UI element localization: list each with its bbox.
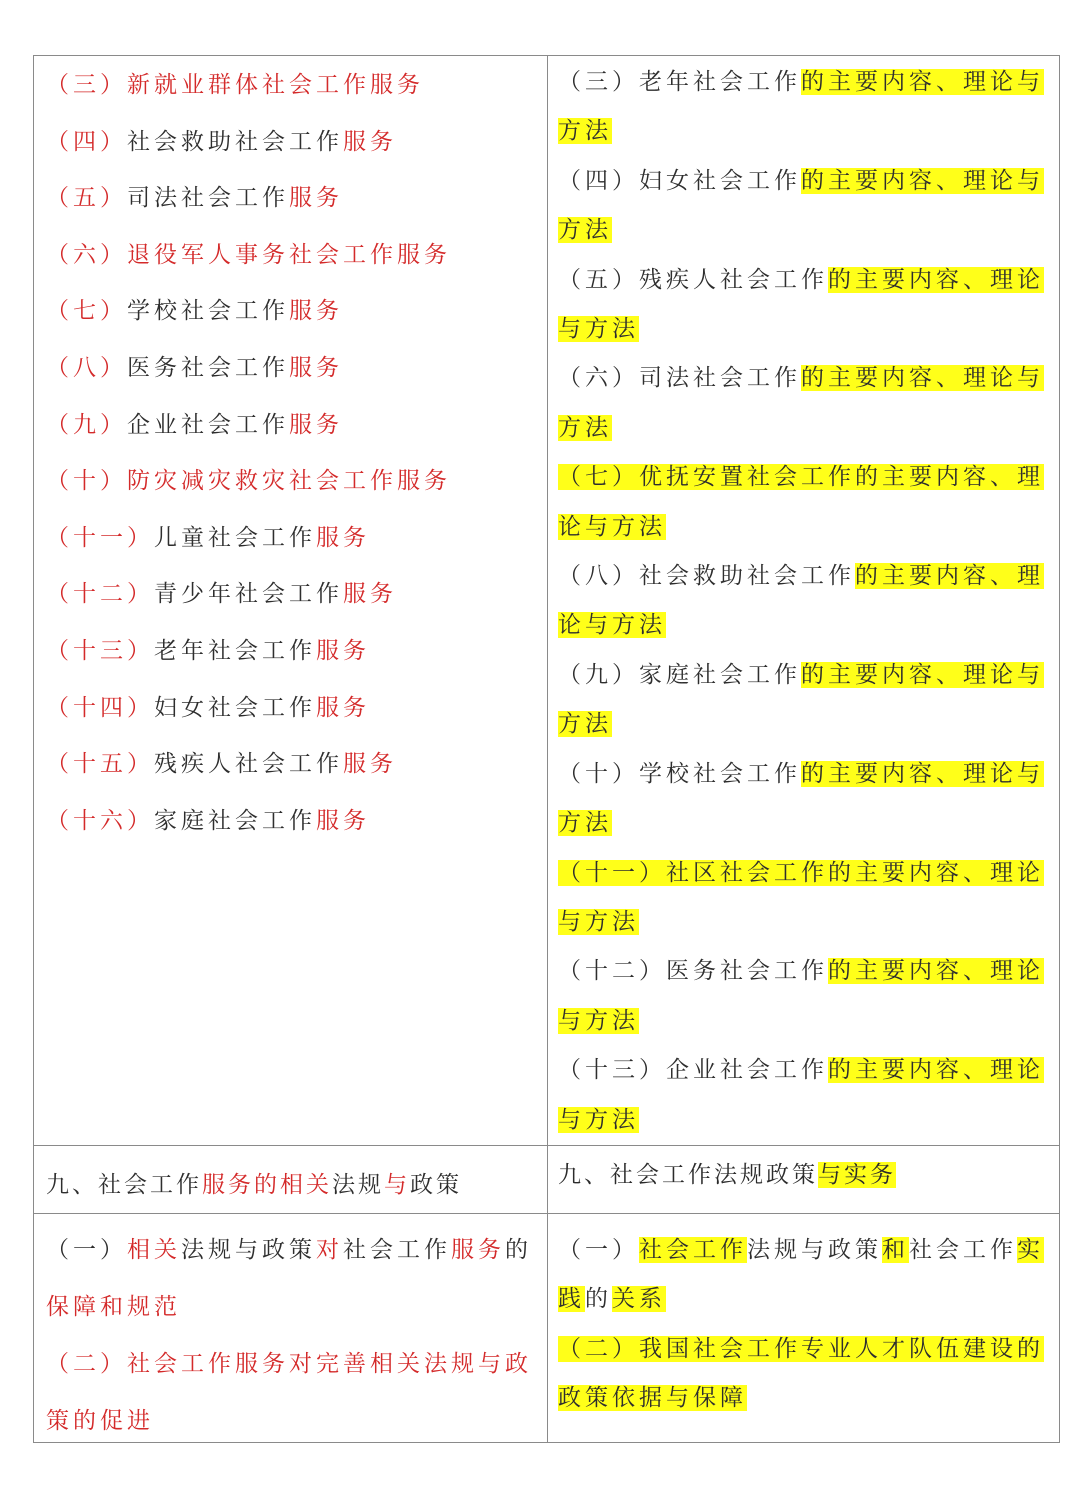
left-list-item <box>46 747 537 804</box>
heading-text: 法规 <box>332 1171 384 1198</box>
right-list-item <box>558 256 1045 355</box>
left-list-item <box>46 181 537 238</box>
item-text: 妇女社会工作 <box>154 694 316 721</box>
left-list-item <box>46 521 537 578</box>
syllabus-comparison-table <box>33 55 1060 1443</box>
item-text-plain: （四）妇女社会工作 <box>558 167 801 194</box>
heading-text: 政策 <box>410 1171 462 1198</box>
item-text: 服务 <box>343 751 397 778</box>
item-text-highlighted: 的主要内容、理论与方法 <box>558 958 1044 1034</box>
item-text-highlighted: 的主要内容、理论与方法 <box>558 661 1044 738</box>
item-text: 司法社会工作 <box>127 185 289 212</box>
item-number: （八） <box>46 354 127 381</box>
table-row-topics <box>34 56 1060 1146</box>
item-text: 儿童社会工作 <box>154 524 316 551</box>
paragraph-text: 法规与政策 <box>747 1236 882 1263</box>
right-list-item <box>558 947 1045 1046</box>
item-text-plain: （六）司法社会工作 <box>558 365 801 392</box>
item-number: （十五） <box>46 751 154 778</box>
item-text: 新就业群体社会工作服务 <box>127 72 424 98</box>
paragraph-text: 实践 <box>558 1236 1044 1313</box>
left-paragraph <box>46 1222 535 1336</box>
heading-text: 与 <box>384 1171 410 1198</box>
item-text-highlighted: 的主要内容、理论与方法 <box>558 563 1044 639</box>
item-text: 家庭社会工作 <box>154 807 316 834</box>
item-text: 学校社会工作 <box>127 298 289 325</box>
item-text-highlighted: 的主要内容、理论与方法 <box>558 266 1044 343</box>
item-number: （十一） <box>46 524 154 551</box>
right-list-item <box>558 849 1045 948</box>
item-text-highlighted: （七）优抚安置社会工作的主要内容、理论与方法 <box>558 464 1044 540</box>
item-number: （十三） <box>46 637 154 664</box>
paragraph-text: 关系 <box>612 1286 666 1313</box>
paragraph-text: 服务 <box>451 1236 505 1263</box>
left-list-item <box>46 351 537 408</box>
right-paragraph <box>558 1325 1045 1424</box>
paragraph-text: 社会工作 <box>343 1236 451 1263</box>
left-list-item <box>46 804 537 861</box>
left-paragraph <box>46 1336 535 1450</box>
item-text: 企业社会工作 <box>127 411 289 438</box>
paragraph-text: 社会工作 <box>639 1236 747 1263</box>
item-text-plain: （五）残疾人社会工作 <box>558 266 828 293</box>
paragraph-text: 保障和规范 <box>46 1293 181 1320</box>
right-list-item <box>558 750 1045 849</box>
right-list-item <box>558 1046 1045 1145</box>
left-list-item <box>46 691 537 748</box>
paragraph-text: （一） <box>46 1236 127 1263</box>
paragraph-text: （二）我国社会工作专业人才队伍建设的政策依据与保障 <box>558 1335 1044 1412</box>
left-list-item <box>46 68 537 125</box>
left-list-item <box>46 634 537 691</box>
item-text-plain: （十二）医务社会工作 <box>558 958 828 985</box>
right-list-item <box>558 552 1045 651</box>
right-list-item <box>558 58 1045 157</box>
left-topics-cell <box>34 56 548 1146</box>
paragraph-text: 和 <box>882 1236 909 1263</box>
item-text-plain: （十）学校社会工作 <box>558 760 801 787</box>
item-number: （十） <box>46 468 127 495</box>
item-text: 服务 <box>316 637 370 664</box>
left-section-heading <box>34 1146 547 1199</box>
right-heading-plain: 九、社会工作法规政策 <box>558 1161 818 1188</box>
item-text-highlighted: 的主要内容、理论与方法 <box>558 1057 1044 1133</box>
item-text-plain: （十三）企业社会工作 <box>558 1057 828 1084</box>
item-text: 防灾减灾救灾社会工作服务 <box>127 468 451 495</box>
heading-text: 服务的相关 <box>202 1171 332 1198</box>
right-content-cell <box>548 1213 1060 1442</box>
item-number: （七） <box>46 298 127 325</box>
left-list-item <box>46 125 537 182</box>
left-list-item <box>46 408 537 465</box>
item-text-plain: （九）家庭社会工作 <box>558 661 801 688</box>
left-content-cell <box>34 1213 548 1442</box>
item-text: 服务 <box>289 411 343 438</box>
item-number: （四） <box>46 128 127 155</box>
right-list-item <box>558 354 1045 453</box>
right-heading-highlighted: 与实务 <box>818 1161 896 1188</box>
paragraph-text: 相关 <box>127 1236 181 1263</box>
right-list-item <box>558 453 1045 552</box>
item-text: 服务 <box>289 354 343 381</box>
right-topics-list <box>548 56 1059 1145</box>
item-number: （三） <box>46 72 127 98</box>
paragraph-text: （一） <box>558 1236 639 1263</box>
item-number: （十二） <box>46 581 154 608</box>
item-text-highlighted: 的主要内容、理论与方法 <box>558 69 1044 145</box>
table-row-section-content <box>34 1213 1060 1442</box>
paragraph-text: 法规与政策 <box>181 1236 316 1263</box>
item-number: （十六） <box>46 807 154 834</box>
item-number: （六） <box>46 241 127 268</box>
left-topics-list <box>34 56 547 1130</box>
paragraph-text: 的 <box>505 1236 532 1263</box>
item-text: 青少年社会工作 <box>154 581 343 608</box>
item-text: 服务 <box>343 581 397 608</box>
item-text: 社会救助社会工作 <box>127 128 343 155</box>
item-number: （五） <box>46 185 127 212</box>
item-text-highlighted: 的主要内容、理论与方法 <box>558 167 1044 244</box>
item-text: 服务 <box>316 807 370 834</box>
left-heading-cell <box>34 1145 548 1213</box>
paragraph-text: （二）社会工作服务对完善相关法规与政策的促进 <box>46 1350 532 1434</box>
item-text: 服务 <box>316 694 370 721</box>
paragraph-text: 社会工作 <box>909 1236 1017 1263</box>
left-list-item <box>46 577 537 634</box>
right-section-content <box>548 1214 1059 1424</box>
item-text: 服务 <box>289 185 343 212</box>
left-list-item <box>46 294 537 351</box>
table-row-section-heading <box>34 1145 1060 1213</box>
item-text: 服务 <box>289 298 343 325</box>
item-text-plain: （三）老年社会工作 <box>558 69 801 95</box>
item-text: 老年社会工作 <box>154 637 316 664</box>
heading-text: 九、社会工作 <box>46 1171 202 1198</box>
right-list-item <box>558 157 1045 256</box>
item-text-highlighted: 的主要内容、理论与方法 <box>558 365 1044 441</box>
item-number: （九） <box>46 411 127 438</box>
item-number: （十四） <box>46 694 154 721</box>
item-text: 服务 <box>343 128 397 155</box>
item-text-plain: （八）社会救助社会工作 <box>558 563 855 590</box>
right-topics-cell <box>548 56 1060 1146</box>
paragraph-text: 的 <box>585 1286 612 1313</box>
item-text: 服务 <box>316 524 370 551</box>
item-text: 退役军人事务社会工作服务 <box>127 241 451 268</box>
right-paragraph <box>558 1226 1045 1325</box>
item-text: 医务社会工作 <box>127 354 289 381</box>
right-list-item <box>558 651 1045 750</box>
left-list-item <box>46 464 537 521</box>
item-text: 残疾人社会工作 <box>154 751 343 778</box>
left-section-content <box>34 1214 547 1442</box>
item-text-highlighted: 的主要内容、理论与方法 <box>558 760 1044 837</box>
item-text-highlighted: （十一）社区社会工作的主要内容、理论与方法 <box>558 859 1044 935</box>
left-list-item <box>46 238 537 295</box>
paragraph-text: 对 <box>316 1236 343 1263</box>
right-heading-cell <box>548 1145 1060 1213</box>
right-section-heading <box>548 1146 1059 1189</box>
